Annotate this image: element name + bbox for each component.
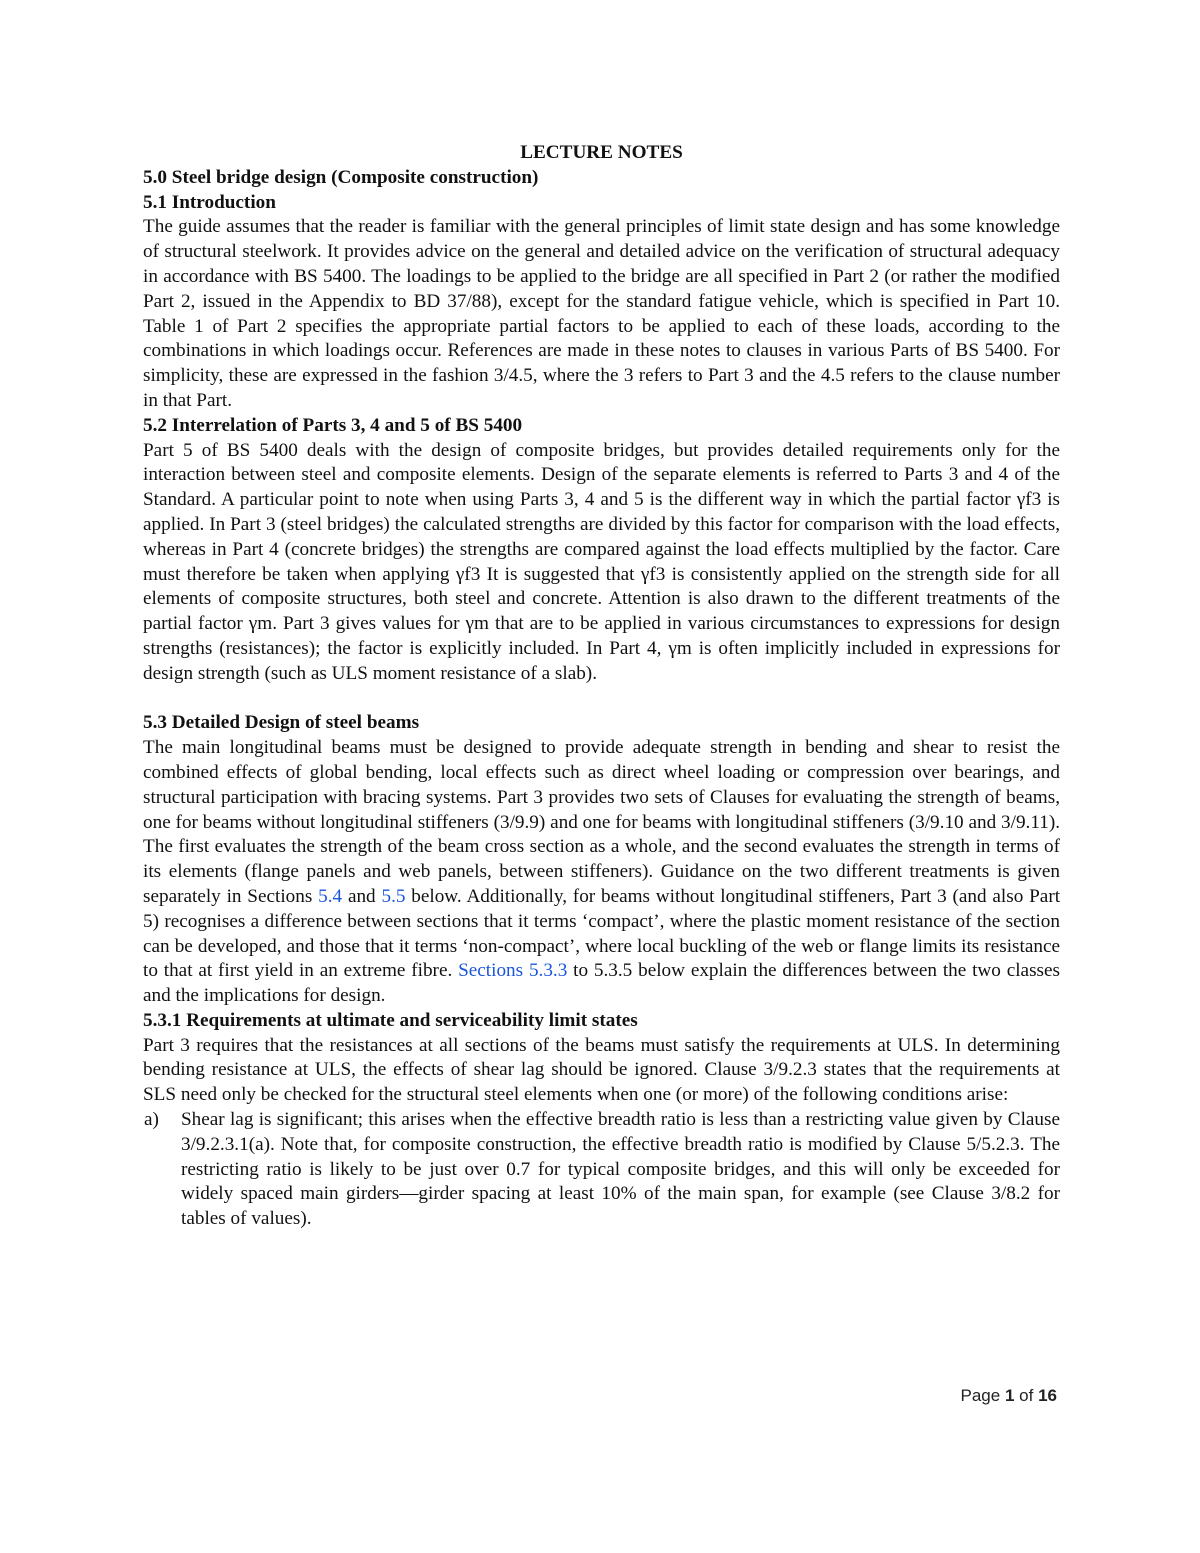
link-section-5-4[interactable]: 5.4 xyxy=(318,885,343,907)
list-item-text: Shear lag is significant; this arises when the effective breadth ratio is less than a restricting value given by Clause 3/9.2.3.1(a). Note that, for composite construction, the effective breadth ratio is modified by Clause 5/5.2.3. The restricting ratio is likely to be just over 0.7 for typical composite bridges, and this will only be exceeded for widely spaced main girders—girder spacing at least 10% of the main span, for example (see Clause 3/8.2 for tables of values). xyxy=(181,1109,1060,1230)
section-5-3-text-c: to 5.3.5 below explain the differences between the two classes and the implications for design. xyxy=(143,960,1060,1007)
document-title: LECTURE NOTES xyxy=(520,142,683,163)
section-5-3-text-a: The main longitudinal beams must be designed to provide adequate strength in bending and shear to resist the combined effects of global bending, local effects such as direct wheel loading or compression over bearings, and structural participation with bracing systems. Part 3 provides two sets of Clauses for evaluating the strength of beams, one for beams without longitudinal stiffeners (3/9.9) and one for beams with longitudinal stiffeners (3/9.10 and 3/9.11). The first evaluates the strength of the beam cross section as a whole, and the second evaluates the strength in terms of its elements (flange panels and web panels, between stiffeners). Guidance on the two different treatments is given separately in Sections xyxy=(143,737,1060,907)
section-5-2-heading: 5.2 Interrelation of Parts 3, 4 and 5 of BS 5400 xyxy=(143,414,523,436)
list-item-marker: a) xyxy=(144,1109,159,1131)
section-5-3-1-paragraph: Part 3 requires that the resistances at all sections of the beams must satisfy the requirements at ULS. In determining bending resistance at ULS, the effects of shear lag should be ignored. Clause 3/9.2.3 states that the requirements at SLS need only be checked for the structural steel elements when one (or more) of the following conditions arise: xyxy=(143,1034,1060,1106)
paragraph-gap xyxy=(143,687,1060,712)
section-5-3-text-and: and xyxy=(347,885,376,907)
section-5-1-paragraph: The guide assumes that the reader is familiar with the general principles of limit state design and has some knowledge of structural steelwork. It provides advice on the general and detailed advice on the verification of structural adequacy in accordance with BS 5400. The loadings to be applied to the bridge are all specified in Part 2 (or rather the modified Part 2, issued in the Appendix to BD 37/88), except for the standard fatigue vehicle, which is specified in Part 10. Table 1 of Part 2 specifies the appropriate partial factors to be applied to each of these loads, according to the combinations in which loadings occur. References are made in these notes to clauses in various Parts of BS 5400. For simplicity, these are expressed in the fashion 3/4.5, where the 3 refers to Part 3 and the 4.5 refers to the clause number in that Part. xyxy=(143,216,1060,411)
section-5-2-paragraph: Part 5 of BS 5400 deals with the design of composite bridges, but provides detailed requirements only for the interaction between steel and composite elements. Design of the separate elements is referred to Parts 3 and 4 of the Standard. A particular point to note when using Parts 3, 4 and 5 is the different way in which the partial factor γf3 is applied. In Part 3 (steel bridges) the calculated strengths are divided by this factor for comparison with the load effects, whereas in Part 4 (concrete bridges) the strengths are compared against the load effects multiplied by the factor. Care must therefore be taken when applying γf3 It is suggested that γf3 is consistently applied on the strength side for all elements of composite structures, both steel and concrete. Attention is also drawn to the different treatments of the partial factor γm. Part 3 gives values for γm that are to be applied in various circumstances to expressions for design strengths (resistances); the factor is explicitly included. In Part 4, γm is often implicitly included in expressions for design strength (such as ULS moment resistance of a slab). xyxy=(143,439,1060,684)
link-sections-5-3-3[interactable]: Sections 5.3.3 xyxy=(458,960,568,982)
conditions-list xyxy=(143,1108,1060,1232)
page-number: 1 xyxy=(1004,1386,1015,1405)
section-5-1-heading: 5.1 Introduction xyxy=(143,191,276,213)
page-label: Page xyxy=(960,1386,1001,1405)
page-footer xyxy=(961,1386,1057,1406)
page-total: 16 xyxy=(1038,1386,1057,1405)
link-section-5-5[interactable]: 5.5 xyxy=(381,885,406,907)
page-content xyxy=(143,140,1060,1232)
section-5-3-paragraph xyxy=(143,736,1060,1009)
list-item xyxy=(143,1108,1060,1232)
section-5-0-heading: 5.0 Steel bridge design (Composite construction) xyxy=(143,166,539,188)
section-5-3-heading: 5.3 Detailed Design of steel beams xyxy=(143,712,420,734)
section-5-3-1-heading: 5.3.1 Requirements at ultimate and serviceability limit states xyxy=(143,1009,638,1031)
section-5-3-text-b: below. Additionally, for beams without longitudinal stiffeners, Part 3 (and also Part 5) recognises a difference between sections that it terms ‘compact’, where the plastic moment resistance of the section can be developed, and those that it terms ‘non-compact’, where local buckling of the web or flange limits its resistance to that at first yield in an extreme fibre. xyxy=(143,885,1061,982)
page-of-label: of xyxy=(1019,1386,1034,1405)
